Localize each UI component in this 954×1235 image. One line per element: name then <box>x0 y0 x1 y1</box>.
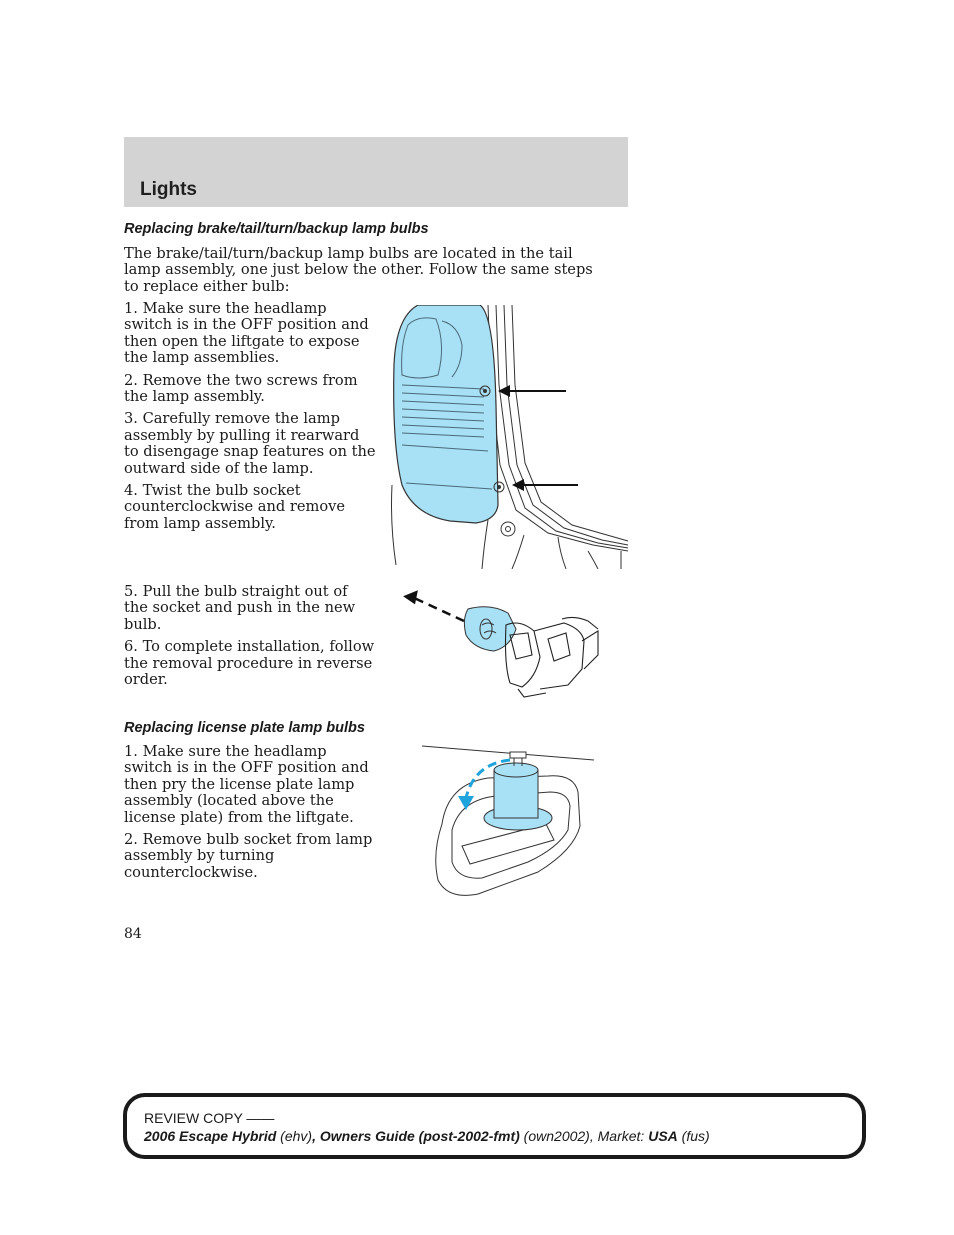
separator-2: , Market: <box>589 1128 649 1144</box>
step-3: 3. Carefully remove the lamp assembly by pulling it rearward to disengage snap features on the outward side of the lamp. <box>124 410 376 477</box>
section-title: Lights <box>140 179 197 200</box>
review-copy-label: REVIEW COPY —— <box>144 1110 275 1126</box>
step-6: 6. To complete installation, follow the removal procedure in reverse order. <box>124 638 375 689</box>
bulb-removal-illustration <box>398 585 608 705</box>
intro-text: The brake/tail/turn/backup lamp bulbs are located in the tail lamp assembly, one just below the other. Follow the same steps to replace either bulb: <box>124 245 593 295</box>
market-code: (fus) <box>677 1128 710 1144</box>
page-number: 84 <box>124 926 142 942</box>
section-header-band <box>124 137 628 207</box>
steps-license-plate <box>124 744 376 887</box>
tail-lamp-assembly-illustration <box>388 305 630 569</box>
market-name: USA <box>648 1128 678 1144</box>
subheading-tail-lamp: Replacing brake/tail/turn/backup lamp bulbs <box>124 221 429 237</box>
step-5: 5. Pull the bulb straight out of the socket and push in the new bulb. <box>124 583 356 633</box>
step-4: 4. Twist the bulb socket counterclockwise and remove from lamp assembly. <box>124 482 346 532</box>
steps-tail-lamp-5-6 <box>124 584 376 694</box>
step-2: 2. Remove the two screws from the lamp assembly. <box>124 371 358 406</box>
model-name: 2006 Escape Hybrid <box>144 1128 277 1144</box>
separator-1: , <box>312 1128 320 1144</box>
review-copy-footer <box>123 1093 866 1159</box>
license-step-1: 1. Make sure the headlamp switch is in the OFF position and then pry the license plate lamp assembly (located above the license plate) from the liftgate. <box>124 743 369 826</box>
steps-tail-lamp-1-4 <box>124 301 376 538</box>
guide-code: (own2002) <box>519 1128 590 1144</box>
license-step-2: 2. Remove bulb socket from lamp assembly by turning counterclockwise. <box>124 831 373 881</box>
model-code: (ehv) <box>276 1128 313 1144</box>
guide-name: Owners Guide (post-2002-fmt) <box>319 1128 520 1144</box>
license-plate-lamp-illustration <box>418 744 600 902</box>
subheading-license-plate: Replacing license plate lamp bulbs <box>124 720 365 736</box>
step-1: 1. Make sure the headlamp switch is in the OFF position and then open the liftgate to expose the lamp assemblies. <box>124 300 369 367</box>
intro-paragraph <box>124 246 604 301</box>
document-info-line <box>144 1127 710 1145</box>
